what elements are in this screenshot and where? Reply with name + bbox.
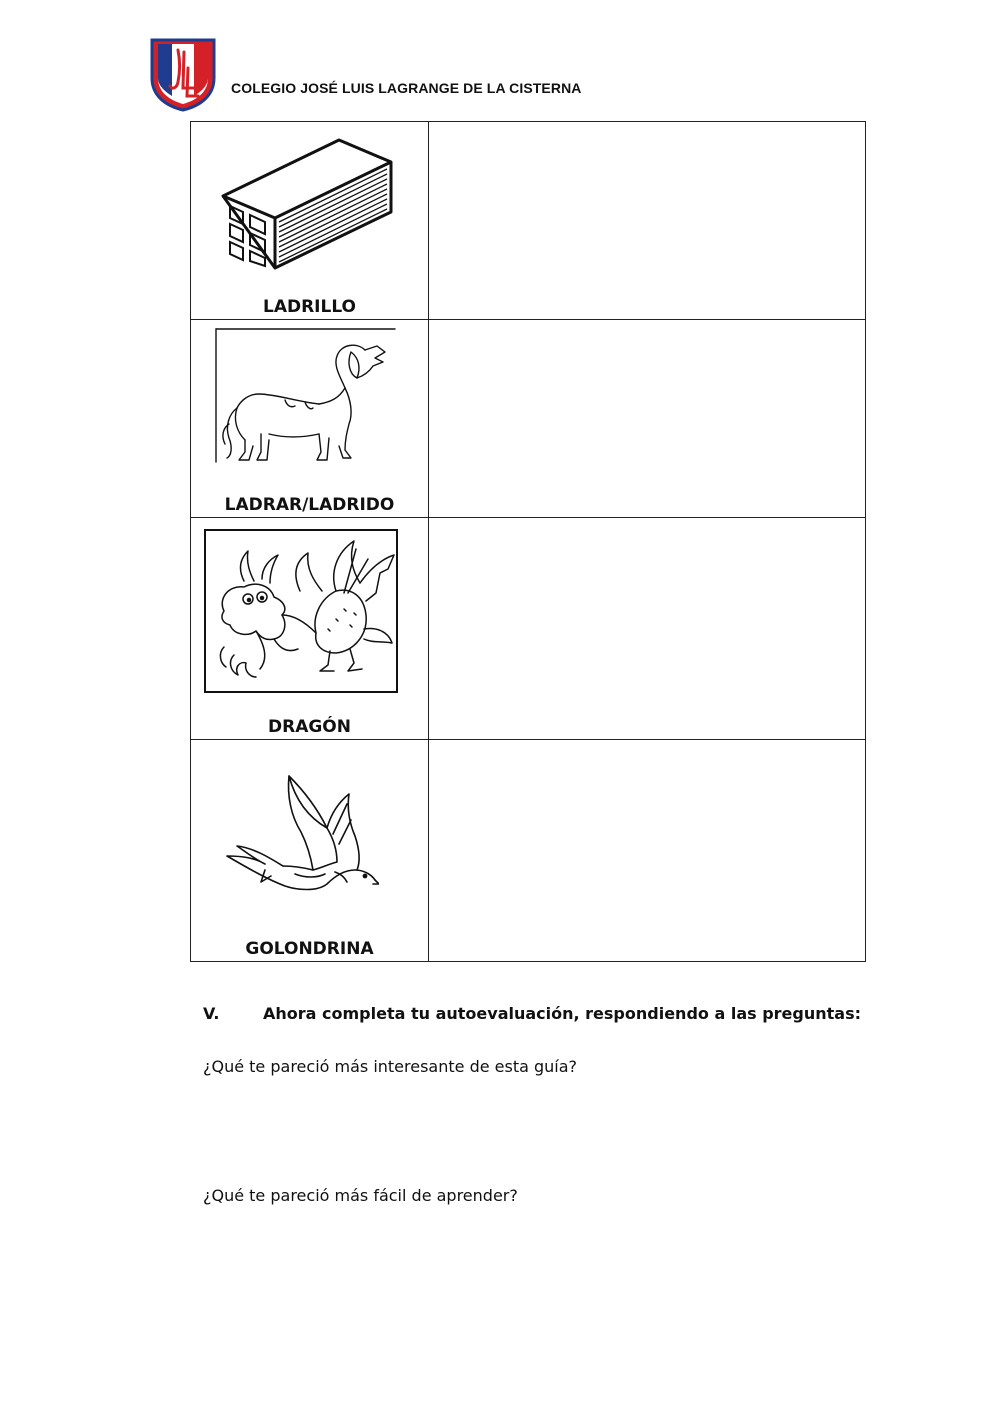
brick-icon [219,138,399,273]
answer-cell-ladrar[interactable] [429,320,866,518]
word-cell-golondrina [191,740,429,962]
word-cell-ladrillo [191,122,429,320]
word-label: DRAGÓN [268,717,351,737]
school-logo [150,38,216,112]
dragon-icon [204,529,398,693]
word-cell-ladrar [191,320,429,518]
vocab-row-ladrar [191,320,866,518]
word-cell-dragon [191,518,429,740]
vocab-row-ladrillo [191,122,866,320]
word-label: LADRILLO [262,297,357,317]
answer-cell-golondrina[interactable] [429,740,866,962]
vocabulary-table [190,121,866,962]
question-1: ¿Qué te pareció más interesante de esta guía? [203,1057,578,1076]
section-instruction: Ahora completa tu autoevaluación, respondiendo a las preguntas: [263,1004,861,1023]
school-name: COLEGIO JOSÉ LUIS LAGRANGE DE LA CISTERNA [231,80,582,96]
answer-cell-dragon[interactable] [429,518,866,740]
answer-cell-ladrillo[interactable] [429,122,866,320]
barking-dog-icon [215,328,397,464]
word-label: LADRAR/LADRIDO [224,495,395,515]
swallow-icon [225,774,379,906]
word-label: GOLONDRINA [245,939,374,959]
vocab-row-golondrina [191,740,866,962]
question-2: ¿Qué te pareció más fácil de aprender? [203,1186,518,1205]
section-number: V. [203,1004,220,1023]
vocab-row-dragon [191,518,866,740]
